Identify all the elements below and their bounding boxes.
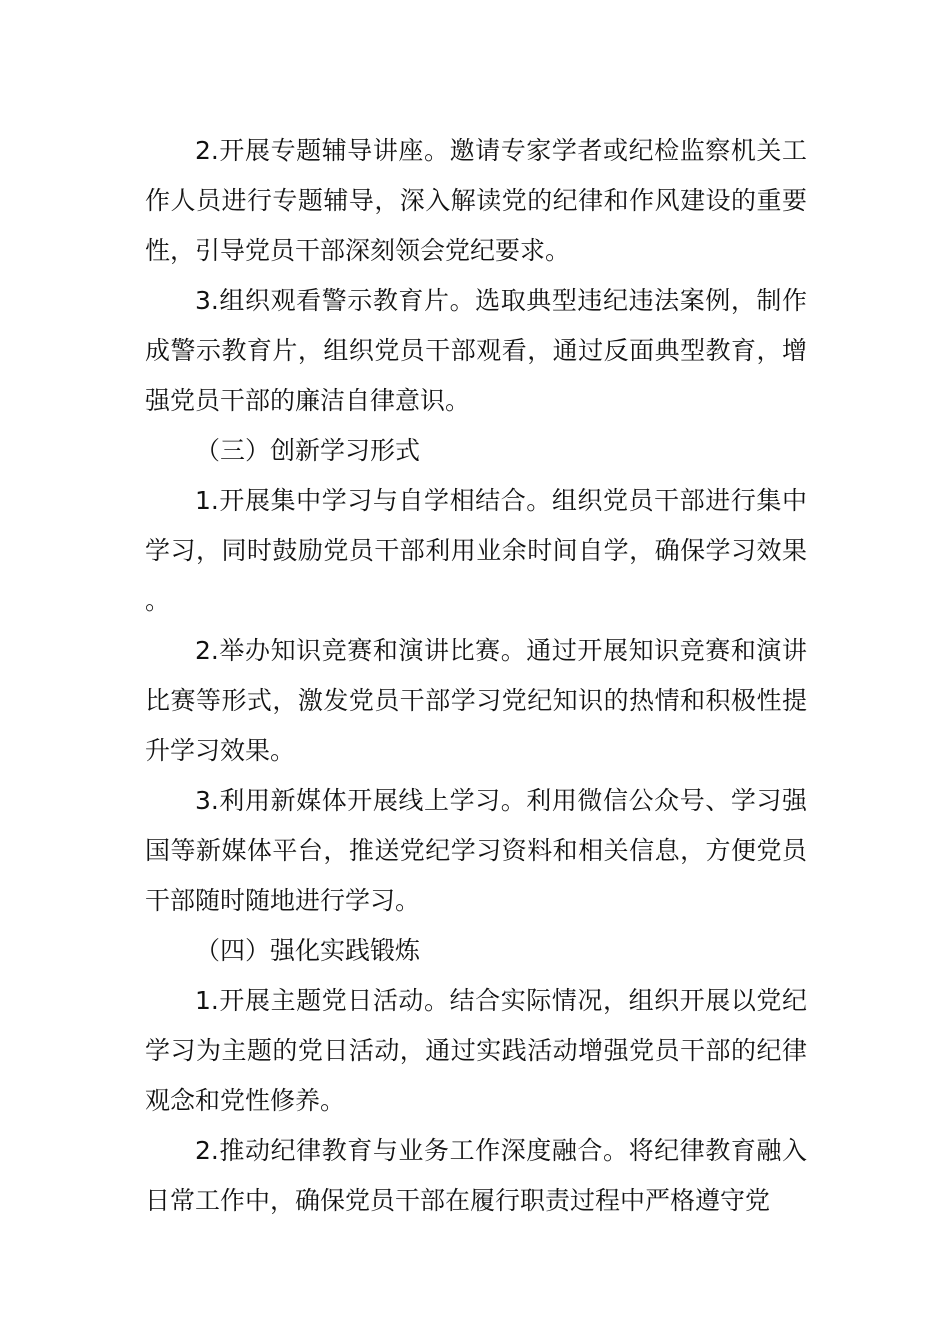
paragraph-collective-self-study: 1.开展集中学习与自学相结合。组织党员干部进行集中学习，同时鼓励党员干部利用业余时间自学，确保学习效果。: [145, 486, 807, 615]
section-heading-practice: （四）强化实践锻炼: [195, 936, 421, 965]
paragraph-integration: 2.推动纪律教育与业务工作深度融合。将纪律教育融入日常工作中，确保党员干部在履行职责过程中严格遵守党: [145, 1136, 807, 1215]
paragraph-lecture: 2.开展专题辅导讲座。邀请专家学者或纪检监察机关工作人员进行专题辅导，深入解读党的纪律和作风建设的重要性，引导党员干部深刻领会党纪要求。: [145, 136, 807, 265]
document-body: [145, 126, 807, 1226]
paragraph-party-day: 1.开展主题党日活动。结合实际情况，组织开展以党纪学习为主题的党日活动，通过实践活动增强党员干部的纪律观念和党性修养。: [145, 986, 807, 1115]
section-heading-innovate-learning: （三）创新学习形式: [195, 436, 421, 465]
paragraph-contests: 2.举办知识竞赛和演讲比赛。通过开展知识竞赛和演讲比赛等形式，激发党员干部学习党纪知识的热情和积极性提升学习效果。: [145, 636, 807, 765]
paragraph-warning-film: 3.组织观看警示教育片。选取典型违纪违法案例，制作成警示教育片，组织党员干部观看，通过反面典型教育，增强党员干部的廉洁自律意识。: [145, 286, 807, 415]
paragraph-new-media: 3.利用新媒体开展线上学习。利用微信公众号、学习强国等新媒体平台，推送党纪学习资料和相关信息，方便党员干部随时随地进行学习。: [145, 786, 807, 915]
